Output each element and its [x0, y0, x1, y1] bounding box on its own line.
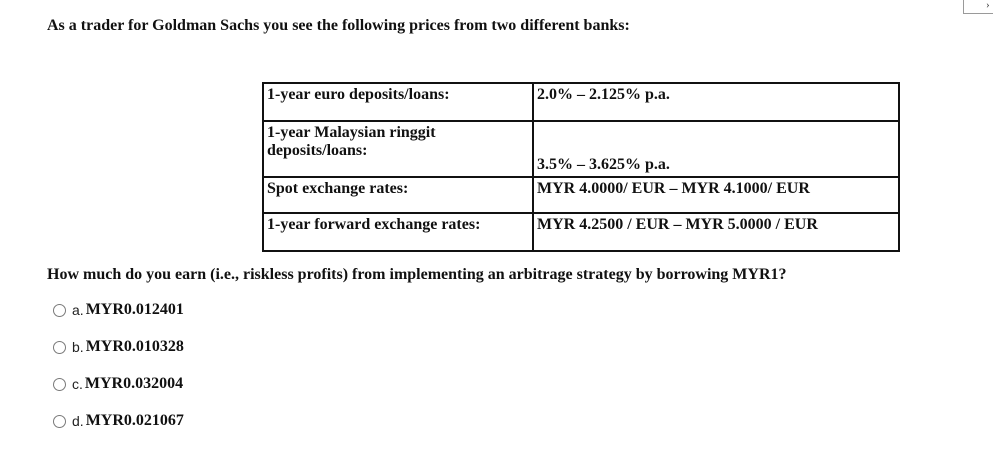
table-row: [263, 121, 899, 177]
row-value: MYR 4.0000/ EUR – MYR 4.1000/ EUR: [533, 177, 899, 213]
row-label: 1-year euro deposits/loans:: [263, 83, 533, 121]
radio-button[interactable]: [53, 378, 66, 391]
option-text: MYR0.032004: [84, 375, 184, 392]
option-b[interactable]: [53, 337, 184, 357]
radio-button[interactable]: [53, 304, 66, 317]
option-letter: b.: [72, 339, 84, 355]
table-row: [263, 177, 899, 213]
option-letter: c.: [72, 376, 83, 392]
row-value: 2.0% – 2.125% p.a.: [533, 83, 899, 121]
option-letter: d.: [72, 413, 84, 429]
row-label: Spot exchange rates:: [263, 177, 533, 213]
table-row: [263, 83, 899, 121]
corner-nav-button[interactable]: [963, 0, 993, 14]
chevron-right-icon: ›: [986, 0, 990, 11]
option-d[interactable]: [53, 411, 184, 431]
table-row: [263, 213, 899, 251]
question-intro: As a trader for Goldman Sachs you see the following prices from two different banks:: [47, 17, 630, 34]
question-text: How much do you earn (i.e., riskless profits) from implementing an arbitrage strategy by borrowing MYR1?: [47, 266, 787, 283]
row-label: 1-year Malaysian ringgit deposits/loans:: [263, 121, 533, 177]
option-a[interactable]: [53, 300, 184, 320]
option-text: MYR0.012401: [85, 301, 184, 318]
option-letter: a.: [72, 302, 84, 318]
option-text: MYR0.010328: [85, 338, 184, 355]
rates-table: [262, 82, 900, 252]
option-text: MYR0.021067: [85, 412, 184, 429]
radio-button[interactable]: [53, 415, 66, 428]
radio-button[interactable]: [53, 341, 66, 354]
row-label: 1-year forward exchange rates:: [263, 213, 533, 251]
row-value: MYR 4.2500 / EUR – MYR 5.0000 / EUR: [533, 213, 899, 251]
option-c[interactable]: [53, 374, 183, 394]
row-value: 3.5% – 3.625% p.a.: [533, 121, 899, 177]
